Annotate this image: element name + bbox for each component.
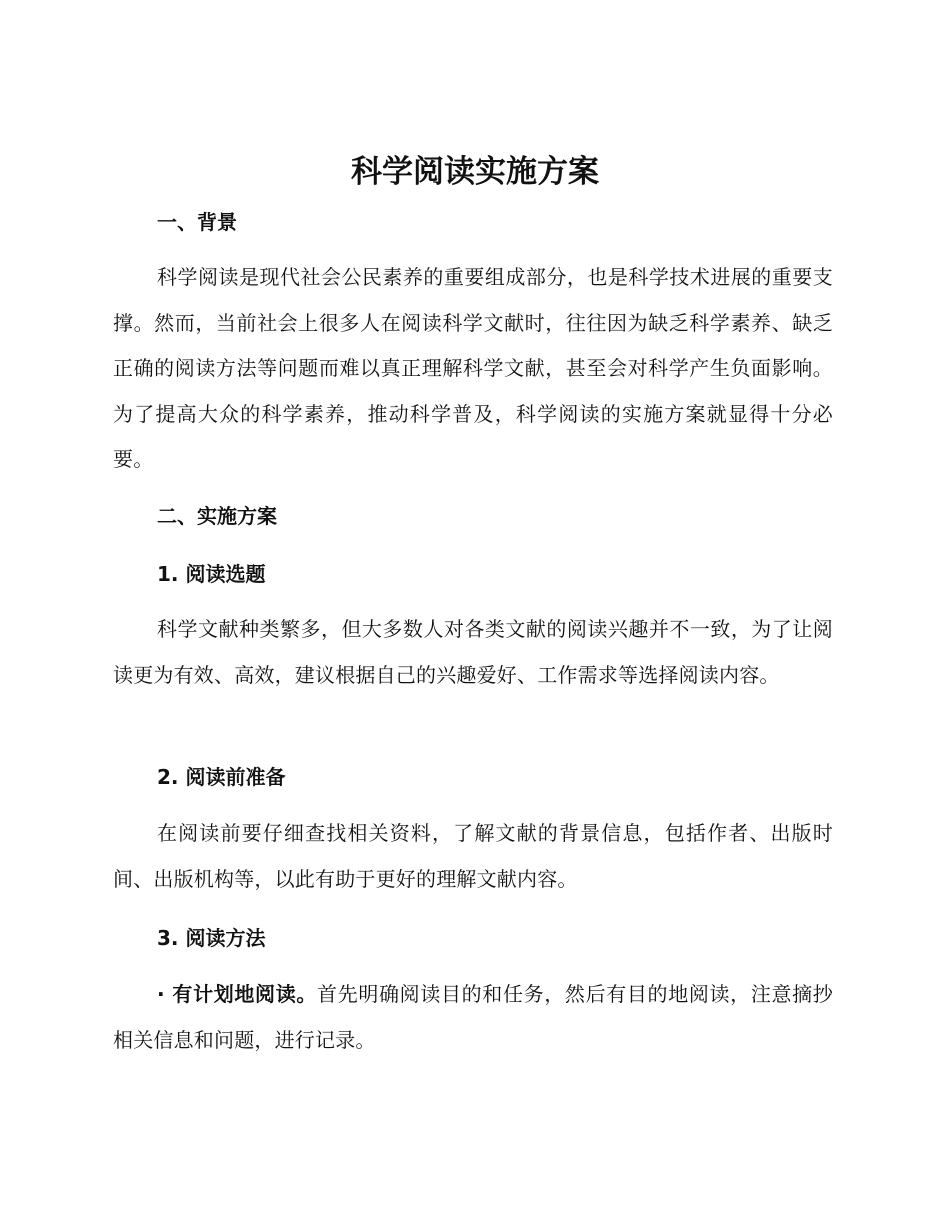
subheading-topic: 1. 阅读选题 (157, 562, 266, 586)
subheading-preparation: 2. 阅读前准备 (157, 765, 286, 789)
subheading-method: 3. 阅读方法 (157, 926, 266, 950)
document-title: 科学阅读实施方案 (351, 154, 599, 190)
section-heading-plan: 二、实施方案 (157, 504, 277, 528)
method-bullet-text: 首先明确阅读目的和任务，然后有目的地阅读，注意摘抄相关信息和问题，进行记录。 (113, 982, 833, 1052)
method-bullet-item (113, 972, 833, 1063)
background-paragraph: 科学阅读是现代社会公民素养的重要组成部分，也是科学技术进展的重要支撑。然而，当前社会上很多人在阅读科学文献时，往往因为缺乏科学素养、缺乏正确的阅读方法等问题而难以真正理解科学文献，甚至会对科学产生负面影响。为了提高大众的科学素养，推动科学普及，科学阅读的实施方案就显得十分必要。 (113, 265, 833, 471)
method-bullet-lead: · 有计划地阅读。 (157, 982, 318, 1006)
preparation-paragraph: 在阅读前要仔细查找相关资料，了解文献的背景信息，包括作者、出版时间、出版机构等，以此有助于更好的理解文献内容。 (113, 821, 833, 891)
topic-paragraph: 科学文献种类繁多，但大多数人对各类文献的阅读兴趣并不一致，为了让阅读更为有效、高效，建议根据自己的兴趣爱好、工作需求等选择阅读内容。 (113, 617, 833, 687)
section-heading-background: 一、背景 (157, 210, 237, 234)
